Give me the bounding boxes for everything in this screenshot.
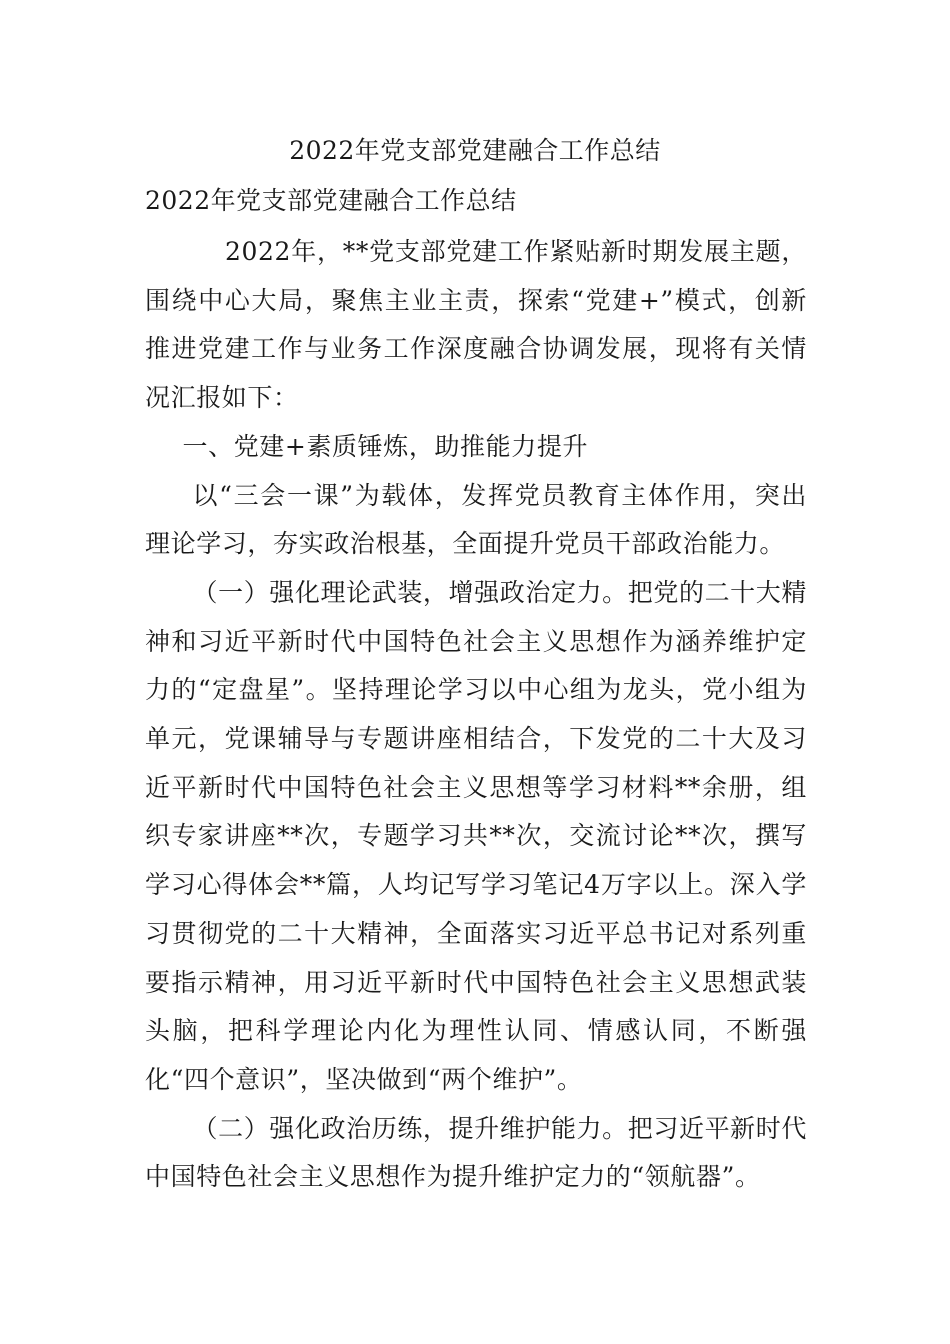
document-title: 2022年党支部党建融合工作总结 bbox=[289, 136, 661, 165]
intro-paragraph: 2022年，**党支部党建工作紧贴新时期发展主题，围绕中心大局，聚焦主业主责，探索“党建+”模式，创新推进党建工作与业务工作深度融合协调发展，现将有关情况汇报如下： bbox=[145, 237, 807, 413]
section-1-item-1-paragraph: （一）强化理论武装，增强政治定力。把党的二十大精神和习近平新时代中国特色社会主义思想作为涵养维护定力的“定盘星”。坚持理论学习以中心组为龙头，党小组为单元，党课辅导与专题讲座相结合，下发党的二十大及习近平新时代中国特色社会主义思想等学习材料**余册，组织专家讲座**次，专题学习共**次，交流讨论**次，撰写学习心得体会**篇，人均记写学习笔记4万字以上。深入学习贯彻党的二十大精神，全面落实习近平总书记对系列重要指示精神，用习近平新时代中国特色社会主义思想武装头脑，把科学理论内化为理性认同、情感认同，不断强化“四个意识”，坚决做到“两个维护”。 bbox=[145, 577, 807, 1094]
section-1-item-2-paragraph: （二）强化政治历练，提升维护能力。把习近平新时代中国特色社会主义思想作为提升维护定力的“领航器”。 bbox=[145, 1113, 807, 1192]
section-1-lead-paragraph: 以“三会一课”为载体，发挥党员教育主体作用，突出理论学习，夯实政治根基，全面提升党员干部政治能力。 bbox=[145, 480, 807, 559]
section-1-heading: 一、党建+素质锤炼，助推能力提升 bbox=[182, 431, 589, 461]
document-body bbox=[145, 228, 807, 1202]
document-subtitle: 2022年党支部党建融合工作总结 bbox=[145, 186, 517, 215]
